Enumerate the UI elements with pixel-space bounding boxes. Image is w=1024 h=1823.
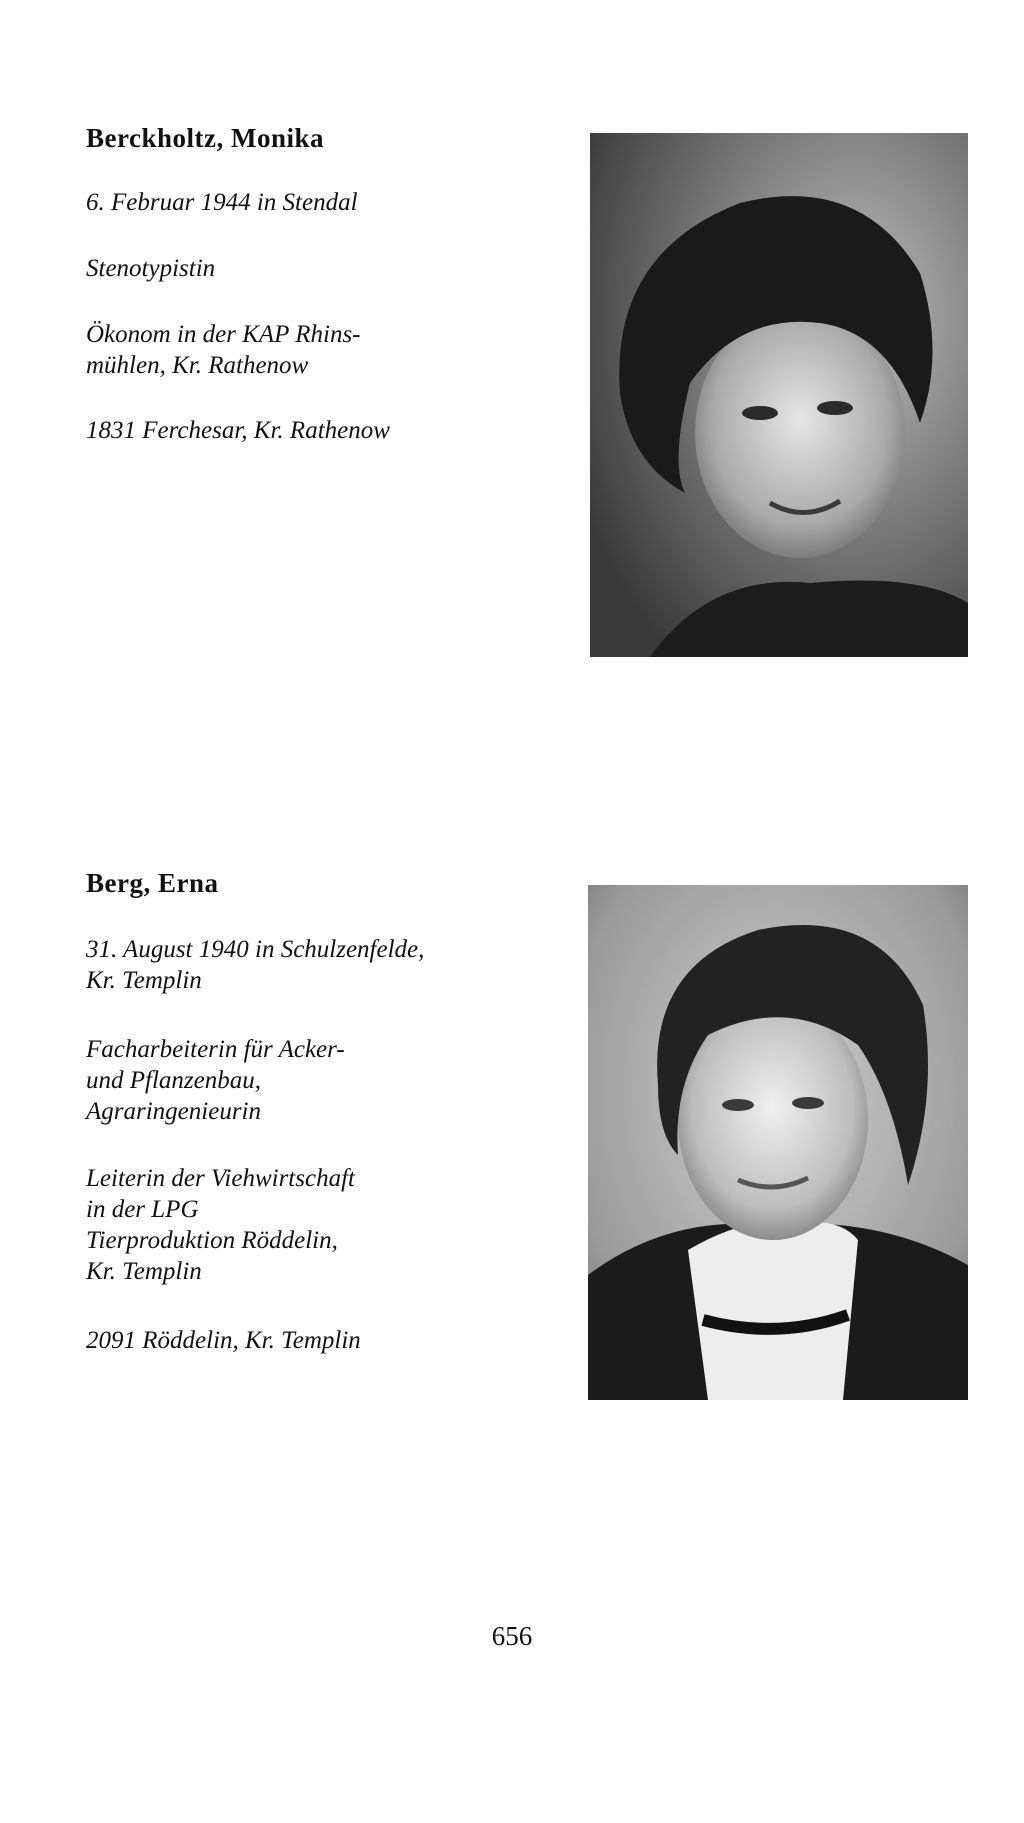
biography-entry xyxy=(0,860,1024,1420)
address: 1831 Ferchesar, Kr. Rathenow xyxy=(86,417,390,444)
profession: Facharbeiterin für Acker- und Pflanzenbau, Agraringenieurin xyxy=(86,1036,345,1125)
position: Ökonom in der KAP Rhins- mühlen, Kr. Rathenow xyxy=(86,321,361,379)
position: Leiterin der Viehwirtschaft in der LPG Tierproduktion Röddelin, Kr. Templin xyxy=(86,1165,355,1285)
portrait-image xyxy=(590,133,968,657)
portrait-image xyxy=(588,885,968,1400)
profession: Stenotypistin xyxy=(86,255,216,282)
person-name: Berg, Erna xyxy=(86,868,219,898)
birth-info: 6. Februar 1944 in Stendal xyxy=(86,189,358,216)
birth-info: 31. August 1940 in Schulzenfelde, Kr. Templin xyxy=(86,936,425,994)
portrait-photo xyxy=(588,885,968,1400)
portrait-photo xyxy=(590,133,968,657)
page-number: 656 xyxy=(491,1621,533,1651)
biography-entry xyxy=(0,0,1024,700)
address: 2091 Röddelin, Kr. Templin xyxy=(86,1327,361,1354)
person-name: Berckholtz, Monika xyxy=(86,123,324,153)
